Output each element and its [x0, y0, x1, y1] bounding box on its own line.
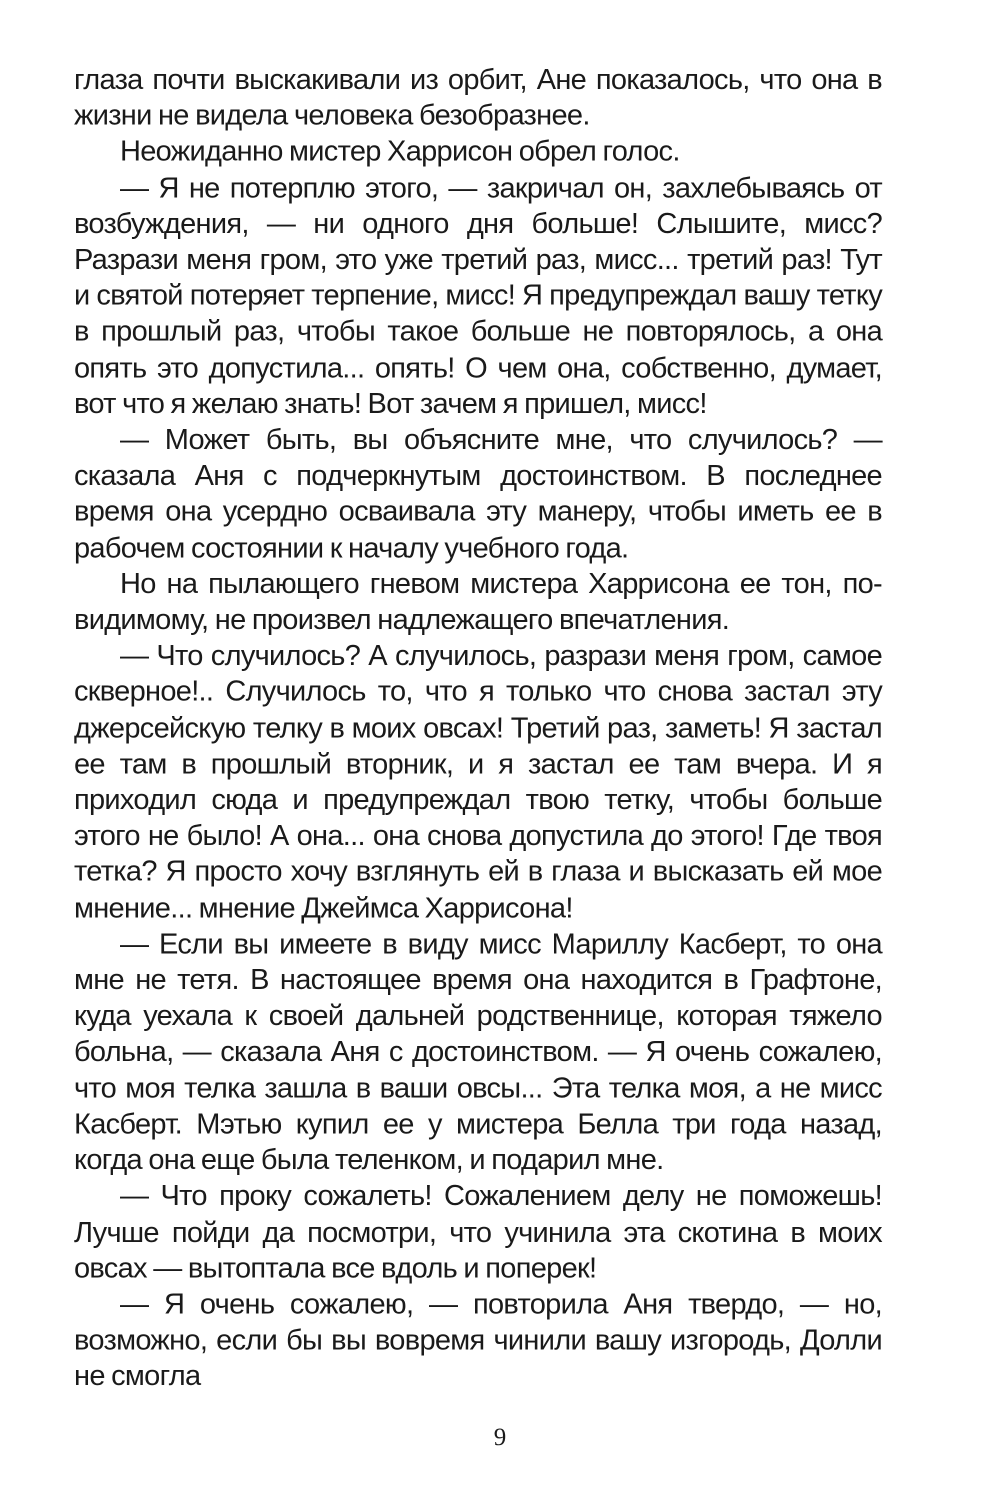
paragraph-7: — Если вы имеете в виду мисс Мариллу Касберт, то она мне не тетя. В настоящее время она находится в Графтоне, куда уехала к своей дальней родственнице, которая тяжело больна, — сказала Аня с достоинством. — Я очень сожалею, что моя телка зашла в ваши овсы... Эта телка моя, а не мисс Касберт. Мэтью купил ее у мистера Белла три года назад, когда она еще была теленком, и подарил мне.	[74, 928, 882, 1177]
paragraph-6: — Что случилось? А случилось, разрази меня гром, самое скверное!.. Случилось то, что я только что снова застал эту джерсейскую телку в моих овсах! Третий раз, заметь! Я застал ее там в прошлый вторник, и я застал ее там вчера. И я приходил сюда и предупреждал твою тетку, чтобы больше этого не было! А она... она снова допустила до этого! Где твоя тетка? Я просто хочу взглянуть ей в глаза и высказать ей мое мнение... мнение Джеймса Харрисона!	[74, 640, 882, 925]
paragraph-1: глаза почти выскакивали из орбит, Ане показалось, что она в жизни не видела человека безобразнее.	[74, 63, 882, 132]
body-text	[74, 62, 882, 1395]
paragraph-5: Но на пылающего гневом мистера Харрисона ее тон, по-видимому, не произвел надлежащего впечатления.	[74, 568, 882, 637]
paragraph-3: — Я не потерплю этого, — закричал он, захлебываясь от возбуждения, — ни одного дня больше! Слышите, мисс? Разрази меня гром, это уже третий раз, мисс... третий раз! Тут и святой потеряет терпение, мисс! Я предупреждал вашу тетку в прошлый раз, чтобы такое больше не повторялось, а она опять это допустила... опять! О чем она, собственно, думает, вот что я желаю знать! Вот зачем я пришел, мисс!	[74, 172, 882, 420]
page-number: 9	[493, 1424, 507, 1451]
paragraph-4: — Может быть, вы объясните мне, что случилось? — сказала Аня с подчеркнутым достоинством. В последнее время она усердно осваивала эту манеру, чтобы иметь ее в рабочем состоянии к началу учебного года.	[74, 424, 882, 565]
paragraph-9: — Я очень сожалею, — повторила Аня твердо, — но, возможно, если бы вы вовремя чинили вашу изгородь, Долли не смогла	[74, 1288, 882, 1393]
paragraph-2: Неожиданно мистер Харрисон обрел голос.	[120, 136, 680, 168]
paragraph-8: — Что проку сожалеть! Сожалением делу не поможешь! Лучше пойди да посмотри, что учинила эта скотина в моих овсах — вытоптала все вдоль и поперек!	[74, 1180, 882, 1285]
